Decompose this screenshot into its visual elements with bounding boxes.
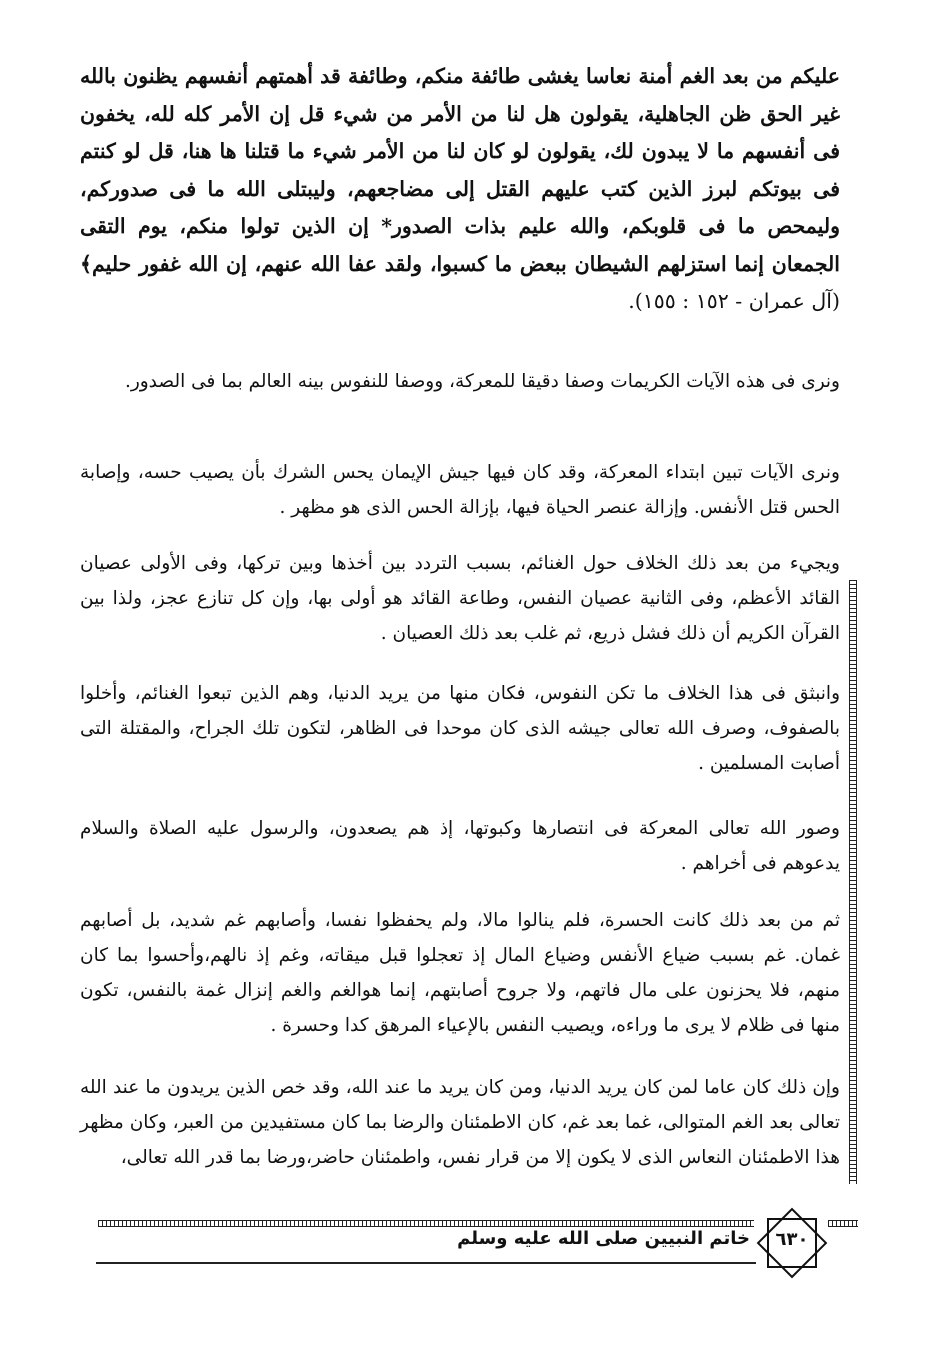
decorative-bottom-border-right bbox=[828, 1220, 858, 1227]
paragraph: ويجيء من بعد ذلك الخلاف حول الغنائم، بسبب التردد بين أخذها وبين تركها، وفى الأولى عصيان القائد الأعظم، وفى الثانية عصيان النفس، وطاعة القائد هو أولى بها، وإن كل تنازع عجز، ولذا بين القرآن الكريم أن ذلك فشل ذريع، ثم غلب بعد ذلك العصيان . bbox=[80, 553, 840, 644]
paragraph: ونرى الآيات تبين ابتداء المعركة، وقد كان فيها جيش الإيمان يحس الشرك بأن يصيب حسه، وإصابة الحس قتل الأنفس. وإزالة عنصر الحياة فيها، بإزالة الحس الذى هو مظهر . bbox=[80, 462, 840, 518]
page-number: ٦٣٠ bbox=[775, 1229, 809, 1250]
paragraph: وإن ذلك كان عاما لمن كان يريد الدنيا، ومن كان يريد ما عند الله، وقد خص الذين يريدون ما عند الله تعالى بعد الغم المتوالى، غما بعد غم، كان الاطمئنان والرضا بما كان مستفيدين من العبر، وكان مظهر هذا الاطمئنان النعاس الذى لا يكون إلا من قرار نفس، واطمئنان حاضر،ورضا بما قدر الله تعالى، bbox=[80, 1077, 840, 1168]
quran-text: عليكم من بعد الغم أمنة نعاسا يغشى طائفة منكم، وطائفة قد أهمتهم أنفسهم يظنون بالله غير الحق ظن الجاهلية، يقولون هل لنا من الأمر من شيء قل إن الأمر كله لله، يخفون فى أنفسهم ما لا يبدون لك، يقولون لو كان لنا من الأمر شيء ما قتلنا ها هنا، قل لو كنتم فى بيوتكم لبرز الذين كتب عليهم القتل إلى مضاجعهم، وليبتلى الله ما فى صدوركم، وليمحص ما فى قلوبكم، والله عليم بذات الصدور* إن الذين تولوا منكم، يوم التقى الجمعان إنما استزلهم الشيطان ببعض ما كسبوا، ولقد عفا الله عنهم، إن الله غفور حليم﴾ bbox=[80, 64, 840, 276]
paragraph: وانبثق فى هذا الخلاف ما تكن النفوس، فكان منها من يريد الدنيا، وهم الذين تبعوا الغنائم، وأخلوا بالصفوف، وصرف الله تعالى جيشه الذى كان موحدا فى الظاهر، لتكون تلك الجراح، والمقتلة التى أصابت المسلمين . bbox=[80, 683, 840, 774]
paragraph: وصور الله تعالى المعركة فى انتصارها وكبوتها، إذ هم يصعدون، والرسول عليه الصلاة والسلام يدعوهم فى أخراهم . bbox=[80, 818, 840, 874]
decorative-bottom-border bbox=[98, 1220, 754, 1227]
footer-underline bbox=[96, 1262, 756, 1264]
quran-passage bbox=[80, 58, 840, 321]
footer-book-title: خاتم النبيين صلى الله عليه وسلم bbox=[457, 1228, 750, 1249]
decorative-side-border bbox=[849, 580, 857, 1184]
paragraph: ثم من بعد ذلك كانت الحسرة، فلم ينالوا مالا، ولم يحفظوا نفسا، وأصابهم غم شديد، بل أصابهم غمان. غم بسبب ضياع الأنفس وضياع المال إذ تعجلوا قبل ميقاته، وغم إذ نالهم،وأحسوا بما كان منهم، فلا يحزنون على مال فاتهم، ولا جروح أصابتهم، إنما هوالغم والغم إنزال غمة بالنفس، تكون منها فى ظلام لا يرى ما وراءه، ويصيب النفس بالإعياء المرهق كدا وحسرة . bbox=[80, 910, 840, 1036]
page-number-badge bbox=[752, 1203, 832, 1283]
paragraph: ونرى فى هذه الآيات الكريمات وصفا دقيقا للمعركة، ووصفا للنفوس بينه العالم بما فى الصدور. bbox=[124, 371, 840, 392]
quran-reference: (آل عمران - ١٥٢ : ١٥٥). bbox=[628, 289, 840, 313]
